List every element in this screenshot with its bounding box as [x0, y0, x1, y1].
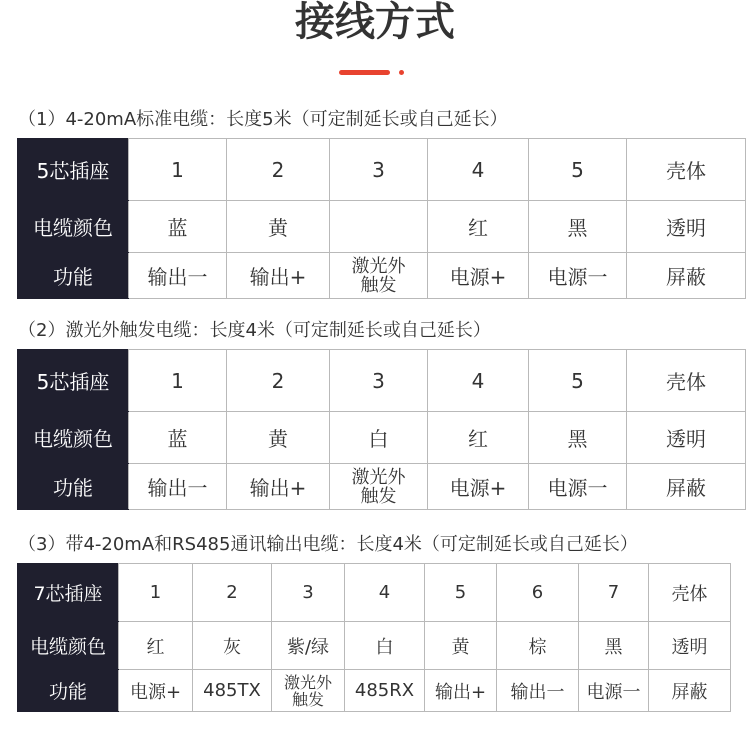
table-cell: 黑	[529, 201, 627, 253]
table-cell: 输出一	[497, 670, 579, 712]
table-cell: 红	[119, 622, 193, 670]
table-cell: 壳体	[627, 139, 746, 201]
table-cell: 3	[272, 564, 345, 622]
table-cell: 激光外 触发	[330, 464, 428, 510]
table-cell: 红	[428, 412, 529, 464]
table-cell: 电源+	[428, 464, 529, 510]
table-cell: 4	[428, 139, 529, 201]
table-cell: 壳体	[627, 350, 746, 412]
wiring-table-3	[17, 563, 731, 712]
title-underline-dot	[399, 70, 404, 75]
page-title: 接线方式	[295, 0, 455, 45]
table-cell: 黑	[529, 412, 627, 464]
table-cell: 电源+	[428, 253, 529, 299]
table-cell: 激光外 触发	[330, 253, 428, 299]
table-cell: 6	[497, 564, 579, 622]
table-row-header: 电缆颜色	[18, 412, 129, 464]
table-cell: 白	[330, 412, 428, 464]
table-cell: 1	[119, 564, 193, 622]
table-cell: 电源一	[579, 670, 649, 712]
table-cell: 黑	[579, 622, 649, 670]
table-cell: 3	[330, 139, 428, 201]
table-cell: 电源一	[529, 464, 627, 510]
table-cell: 白	[345, 622, 425, 670]
table-cell: 1	[129, 350, 227, 412]
table-cell: 1	[129, 139, 227, 201]
table-cell: 透明	[649, 622, 731, 670]
table-cell: 壳体	[649, 564, 731, 622]
section-3-caption: （3）带4-20mA和RS485通讯输出电缆：长度4米（可定制延长或自己延长）	[18, 534, 638, 555]
table-cell: 输出+	[227, 253, 330, 299]
section-1-caption: （1）4-20mA标准电缆：长度5米（可定制延长或自己延长）	[18, 109, 508, 130]
table-row-header: 7芯插座	[18, 564, 119, 622]
table-cell	[330, 201, 428, 253]
section-2-caption: （2）激光外触发电缆：长度4米（可定制延长或自己延长）	[18, 320, 491, 341]
wiring-table-2	[17, 349, 746, 510]
table-cell: 2	[193, 564, 272, 622]
table-cell: 输出+	[425, 670, 497, 712]
table-cell: 激光外 触发	[272, 670, 345, 712]
wiring-table-1	[17, 138, 746, 299]
table-cell: 黄	[227, 412, 330, 464]
table-cell: 棕	[497, 622, 579, 670]
table-cell: 屏蔽	[627, 464, 746, 510]
table-cell: 4	[345, 564, 425, 622]
table-cell: 蓝	[129, 412, 227, 464]
table-cell: 黄	[425, 622, 497, 670]
table-cell: 红	[428, 201, 529, 253]
table-cell: 输出+	[227, 464, 330, 510]
table-row-header: 功能	[18, 464, 129, 510]
table-cell: 485RX	[345, 670, 425, 712]
table-cell: 电源一	[529, 253, 627, 299]
table-cell: 蓝	[129, 201, 227, 253]
table-cell: 黄	[227, 201, 330, 253]
table-cell: 5	[529, 139, 627, 201]
table-row-header: 5芯插座	[18, 350, 129, 412]
table-cell: 透明	[627, 412, 746, 464]
table-cell: 输出一	[129, 464, 227, 510]
table-row-header: 电缆颜色	[18, 201, 129, 253]
table-row-header: 5芯插座	[18, 139, 129, 201]
table-cell: 5	[425, 564, 497, 622]
table-cell: 5	[529, 350, 627, 412]
table-cell: 2	[227, 350, 330, 412]
table-row-header: 电缆颜色	[18, 622, 119, 670]
table-cell: 电源+	[119, 670, 193, 712]
table-cell: 4	[428, 350, 529, 412]
table-cell: 3	[330, 350, 428, 412]
table-row-header: 功能	[18, 253, 129, 299]
table-cell: 输出一	[129, 253, 227, 299]
table-row-header: 功能	[18, 670, 119, 712]
table-cell: 屏蔽	[649, 670, 731, 712]
table-cell: 紫/绿	[272, 622, 345, 670]
table-cell: 485TX	[193, 670, 272, 712]
table-cell: 屏蔽	[627, 253, 746, 299]
table-cell: 2	[227, 139, 330, 201]
table-cell: 7	[579, 564, 649, 622]
table-cell: 透明	[627, 201, 746, 253]
title-underline	[339, 70, 390, 75]
table-cell: 灰	[193, 622, 272, 670]
